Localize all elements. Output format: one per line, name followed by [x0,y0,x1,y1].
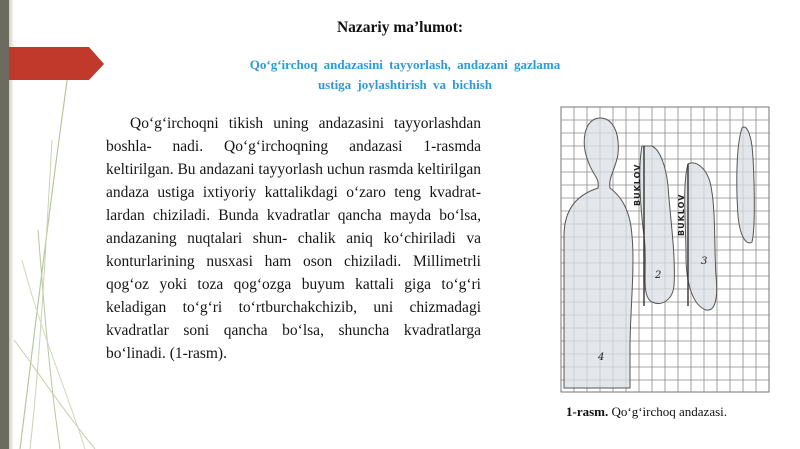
piece-number-3: 3 [701,256,708,267]
figure-caption-label: 1-rasm. [566,404,609,419]
piece-number-2: 2 [655,270,662,281]
subtitle-line-1: Qo‘g‘irchoq andazasini tayyorlash, andazani gazlama [249,57,561,72]
subtitle-line-2: ustiga joylashtirish va bichish [317,77,493,92]
fold-label-2: BUKLOV [677,193,686,236]
figure-caption-text: Qo‘g‘irchoq andazasi. [611,404,728,419]
body-paragraph: Qo‘g‘irchoqni tikish uning andazasini tayyorlashdan boshla- nadi. Qo‘g‘irchoqning andazasi 1-rasmda keltirilgan. Bu andazani tayyorlash uchun rasmda keltirilgan andaza ustiga ixtiyoriy kattalikdagi o‘zaro teng kvadrat- lardan chiziladi. Bunda kvadratlar qancha mayda bo‘lsa, andazaning nuqtalari shun- chalik aniq ko‘chiriladi va konturlarining nusxasi ham oson chiziladi. Millimetrli qog‘oz yoki toza qog‘ozga buyum kattali giga to‘g‘ri keladigan to‘g‘ri to‘rtburchakchizib, uni chizmadagi kvadratlar soni qancha bo‘lsa, shuncha kvadratlarga bo‘linadi. (1-rasm). [106,115,481,362]
doll-pattern-figure [560,106,770,394]
figure-caption [566,404,727,420]
red-arrow-tab [9,47,105,81]
fold-label-1: BUKLOV [633,163,642,206]
piece-number-4: 4 [598,352,605,363]
page-title: Nazariy ma’lumot: [336,19,464,36]
pattern-piece-far-right [737,127,755,243]
page-subtitle [210,55,600,95]
